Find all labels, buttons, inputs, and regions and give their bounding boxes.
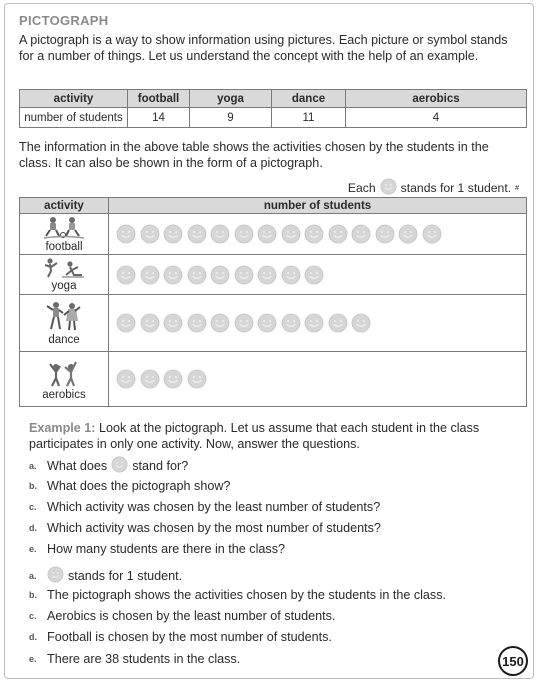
smiley-face-icon (116, 224, 136, 244)
page-number: 150 (498, 646, 528, 676)
smiley-face-icon (210, 313, 230, 333)
smiley-face-icon (257, 224, 277, 244)
table-header: dance (272, 90, 346, 108)
answer-letter: a. (29, 571, 37, 581)
table-header-row (20, 90, 527, 108)
pictograph-header-count: number of students (263, 199, 372, 212)
smiley-face-icon (187, 369, 207, 389)
pictograph-row-aerobics (20, 352, 526, 406)
smiley-face-icon (234, 224, 254, 244)
key-suffix: stands for 1 student. (400, 181, 512, 195)
activity-label: aerobics (42, 388, 86, 401)
pictograph-header-activity: activity (20, 198, 109, 213)
question-b (29, 479, 230, 493)
smiley-face-icon (47, 566, 64, 586)
pictograph-explanation: The information in the above table shows the activities chosen by the students in the class. It can also be shown in the form of a pictograph. (19, 140, 489, 170)
question-text: stand for? (132, 459, 189, 473)
smiley-face-icon (304, 313, 324, 333)
question-text: Which activity was chosen by the least number of students? (47, 500, 381, 514)
smiley-face-icon (210, 224, 230, 244)
pictograph-header (20, 198, 526, 214)
smiley-face-icon (163, 369, 183, 389)
table-header: aerobics (346, 90, 527, 108)
example-intro (29, 420, 527, 452)
answer-text: Aerobics is chosen by the least number of students. (47, 609, 336, 623)
answer-c (29, 609, 335, 623)
answer-e (29, 652, 240, 666)
smiley-face-icon (328, 313, 348, 333)
football-players-icon (42, 216, 86, 240)
smiley-face-icon (163, 265, 183, 285)
activity-cell (20, 295, 109, 351)
page-heading: PICTOGRAPH (19, 13, 109, 28)
smiley-face-icon (351, 313, 371, 333)
answer-b (29, 588, 446, 602)
example-text: Look at the pictograph. Let us assume that each student in the class participates in only one activity. Now, answer the questions. (29, 421, 480, 451)
icon-row (109, 295, 526, 351)
smiley-face-icon (380, 178, 397, 198)
smiley-face-icon (210, 265, 230, 285)
smiley-face-icon (234, 265, 254, 285)
question-letter: a. (29, 461, 37, 471)
table-cell: 4 (346, 108, 527, 128)
intro-paragraph: A pictograph is a way to show information using pictures. Each picture or symbol stands for a number of things. Let us understand the concept with the help of an example. (19, 33, 508, 63)
smiley-face-icon (375, 224, 395, 244)
answer-text: There are 38 students in the class. (47, 652, 241, 666)
question-text: Which activity was chosen by the most number of students? (47, 521, 381, 535)
smiley-face-icon (257, 265, 277, 285)
activity-cell (20, 352, 109, 406)
smiley-face-icon (351, 224, 371, 244)
smiley-face-icon (111, 456, 128, 476)
smiley-face-icon (187, 224, 207, 244)
icon-row (109, 255, 526, 294)
question-text: What does (47, 459, 108, 473)
answer-letter: c. (29, 611, 37, 621)
question-c (29, 500, 380, 514)
table-cell: 11 (272, 108, 346, 128)
smiley-face-icon (281, 313, 301, 333)
table-cell: 14 (128, 108, 190, 128)
smiley-face-icon (328, 224, 348, 244)
smiley-face-icon (140, 265, 160, 285)
table-row-label: number of students (20, 108, 128, 128)
pictograph-row-football (20, 214, 526, 255)
example-label: Example 1: (29, 421, 96, 435)
icon-row (109, 214, 526, 254)
answer-text: Football is chosen by the most number of students. (47, 630, 332, 644)
activity-label: yoga (51, 280, 77, 292)
smiley-face-icon (116, 313, 136, 333)
activity-cell (20, 255, 109, 294)
smiley-face-icon (163, 224, 183, 244)
activity-label: football (45, 240, 83, 253)
smiley-face-icon (187, 265, 207, 285)
smiley-face-icon (116, 369, 136, 389)
answer-text: The pictograph shows the activities chosen by the students in the class. (47, 588, 447, 602)
smiley-face-icon (140, 369, 160, 389)
table-header: football (128, 90, 190, 108)
question-letter: e. (29, 544, 37, 554)
smiley-face-icon (140, 224, 160, 244)
question-text: What does the pictograph show? (47, 479, 231, 493)
answer-d (29, 630, 332, 644)
table-header: activity (20, 90, 128, 108)
table-row (20, 108, 527, 128)
answer-text: stands for 1 student. (68, 569, 183, 583)
answer-letter: d. (29, 632, 37, 642)
pictograph-row-yoga (20, 255, 526, 295)
table-header: yoga (190, 90, 272, 108)
question-a (29, 456, 188, 476)
yoga-icon (42, 257, 86, 279)
answer-letter: b. (29, 590, 37, 600)
question-letter: b. (29, 481, 37, 491)
aerobics-icon (44, 358, 84, 388)
activity-cell (20, 214, 109, 254)
smiley-face-icon (116, 265, 136, 285)
pictograph-row-dance (20, 295, 526, 352)
answer-a (29, 566, 182, 586)
smiley-face-icon (422, 224, 442, 244)
question-e (29, 542, 285, 556)
pictograph-key (348, 178, 519, 198)
smiley-face-icon (187, 313, 207, 333)
footnote-mark: # (515, 184, 519, 192)
smiley-face-icon (281, 265, 301, 285)
question-d (29, 521, 381, 535)
question-letter: c. (29, 502, 37, 512)
question-text: How many students are there in the class? (47, 542, 286, 556)
smiley-face-icon (140, 313, 160, 333)
dancers-icon (44, 301, 84, 333)
worksheet-page (4, 3, 534, 679)
smiley-face-icon (304, 265, 324, 285)
pictograph-table (19, 197, 527, 407)
icon-row (109, 352, 526, 406)
table-cell: 9 (190, 108, 272, 128)
answer-letter: e. (29, 654, 37, 664)
activity-label: dance (48, 333, 80, 346)
activity-table (19, 89, 527, 128)
smiley-face-icon (163, 313, 183, 333)
question-letter: d. (29, 523, 37, 533)
key-prefix: Each (347, 181, 376, 195)
smiley-face-icon (281, 224, 301, 244)
smiley-face-icon (304, 224, 324, 244)
smiley-face-icon (234, 313, 254, 333)
smiley-face-icon (257, 313, 277, 333)
smiley-face-icon (398, 224, 418, 244)
